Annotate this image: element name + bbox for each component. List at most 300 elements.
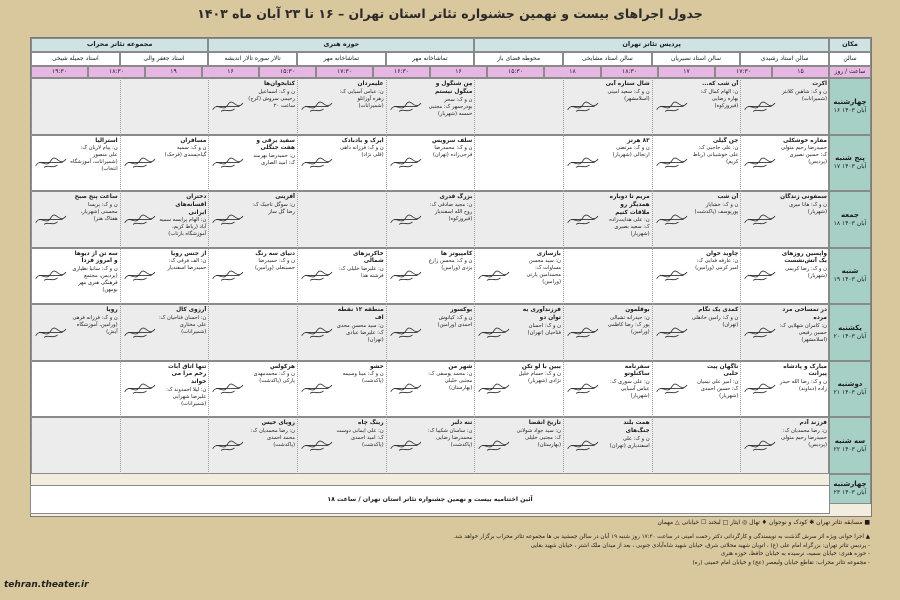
day-date: ۲۱ آبان ۱۴۰۳ <box>833 389 867 397</box>
show-credits: حمیدرضا رحیم متولی ک: حسین نصیری (پردیس) <box>781 145 827 166</box>
column-divider <box>652 248 653 305</box>
show-credits: ن: علی هدایت‌زاده ک: سعید بصیری (شهریار) <box>609 217 650 238</box>
column-divider <box>31 248 32 305</box>
time-slot: ۱۶ <box>430 66 487 78</box>
column-divider <box>297 361 298 418</box>
festival-logo-icon <box>300 433 334 458</box>
show-credits: ن: کامران شهلایی ک: حسین رفیعی (اسلامشهر) <box>779 322 827 343</box>
festival-logo-icon <box>211 376 245 401</box>
show-credits: ن: حمیدرضا بهرمند ک: امید الصاری <box>253 153 295 167</box>
show-credits: ن و ک: رضا الله حیدر زاده (دماوند) <box>780 379 827 393</box>
show-title: سفرنامه ساکنلوتو <box>624 363 650 378</box>
show-entry[interactable] <box>334 137 385 190</box>
show-entry[interactable] <box>246 250 297 303</box>
show-title: واپسین روزهای یک آتش‌نشست <box>781 250 827 265</box>
time-slot: ۱۷ <box>658 66 715 78</box>
show-credits: ن: پیام لاریان ک: علی منصور (شمیرانات، آموزشگاه انتخاب) <box>70 145 118 173</box>
show-entry[interactable] <box>423 80 474 133</box>
festival-logo-icon <box>389 207 423 232</box>
festival-logo-icon <box>123 376 157 401</box>
column-divider <box>563 248 564 305</box>
time-slot: ۱۶ <box>202 66 259 78</box>
column-divider <box>386 78 387 135</box>
festival-logo-icon <box>743 263 777 288</box>
show-credits: ن و ک: اسماعیل رحیمی سروش (کرج) ساعت ۲۰ <box>248 88 295 109</box>
show-entry[interactable] <box>600 363 651 416</box>
show-credits: ن: الف فرقی ک: حمیدرضا اسفندیار <box>167 258 207 272</box>
column-divider <box>297 417 298 474</box>
show-credits: ن و ک: فرزانه فرهی (ورامین، آموزشگاه آیش) <box>72 314 118 335</box>
column-divider <box>740 417 741 474</box>
hall-name: محوطه فضای باز <box>474 52 563 66</box>
show-title: سفید برقی و هفت جنگلی <box>256 137 295 152</box>
column-divider <box>740 304 741 361</box>
show-entry[interactable] <box>246 80 297 133</box>
show-entry[interactable] <box>778 137 829 190</box>
column-divider <box>208 361 209 418</box>
column-divider <box>474 191 475 248</box>
show-credits: ن: علی حاجبی ک: علی خوشبیانی (رباط کریم) <box>692 145 739 166</box>
group-pardis: پردیس تئاتر تهران <box>474 38 829 52</box>
festival-logo-icon <box>211 94 245 119</box>
festival-logo-icon <box>566 150 600 175</box>
show-entry[interactable] <box>246 137 297 190</box>
festival-logo-icon <box>743 433 777 458</box>
column-divider <box>297 248 298 305</box>
festival-logo-icon <box>389 94 423 119</box>
festival-logo-icon <box>655 94 689 119</box>
festival-logo-icon <box>477 376 511 401</box>
show-title: همت بلند جنگ‌های <box>623 420 650 434</box>
place-label: مکان <box>829 38 871 52</box>
column-divider <box>740 248 741 305</box>
festival-logo-icon <box>123 263 157 288</box>
show-entry[interactable] <box>778 193 829 246</box>
column-divider <box>31 417 32 474</box>
column-divider <box>474 417 475 474</box>
day-date: ۲۰ آبان ۱۴۰۳ <box>833 332 867 340</box>
day-date: ۱۹ آبان ۱۴۰۳ <box>833 276 867 284</box>
show-title: منطقه ۱۲ نقطه اف <box>337 307 384 321</box>
column-divider <box>120 248 121 305</box>
show-title: اکرت <box>812 81 827 87</box>
show-credits: ن و ک: محسن زارع یزدی (ورامین) <box>428 258 473 272</box>
festival-logo-icon <box>211 150 245 175</box>
show-title: استرالیا <box>95 137 118 144</box>
show-credits: ن: علیرضا خلیلی ک: فرشته هدا <box>339 266 384 280</box>
festival-logo-icon <box>211 433 245 458</box>
day-cell <box>829 78 871 135</box>
column-divider <box>31 135 32 192</box>
show-title: بازسازی <box>536 250 561 257</box>
show-entry[interactable] <box>778 363 829 416</box>
festival-logo-icon <box>566 94 600 119</box>
show-title: کامپیوتر ها <box>440 250 473 257</box>
festival-logo-icon <box>34 263 68 288</box>
show-title: دختران افسانه‌های ایرانی <box>175 194 207 216</box>
day-name: پنج شنبه <box>835 154 865 163</box>
show-credits: ن: امیر علی نیمیان ک: حسین احمدی (شهریار) <box>697 379 739 400</box>
show-title: ۸۲ هرتز <box>627 137 650 144</box>
show-entry[interactable] <box>600 80 651 133</box>
festival-logo-icon <box>34 320 68 345</box>
show-entry[interactable] <box>778 306 829 359</box>
hall-name: تماشاخانه مهر <box>386 52 475 66</box>
show-entry[interactable] <box>334 363 385 416</box>
column-divider <box>208 248 209 305</box>
show-entry[interactable] <box>423 419 474 472</box>
show-credits: ن: عباس آسیایی ک: زهره آوزانلو (شمیرانات) <box>339 88 384 109</box>
time-slot: ۱۷:۳۰ <box>316 66 373 78</box>
show-entry[interactable] <box>68 193 119 246</box>
show-entry[interactable] <box>512 250 563 303</box>
festival-logo-icon <box>300 94 334 119</box>
show-entry[interactable] <box>334 306 385 359</box>
show-title: جن گیلی <box>712 137 739 144</box>
show-title: تنها اتاق آبات رخم مرا می خواند <box>168 363 207 386</box>
show-entry[interactable] <box>778 80 829 133</box>
column-divider <box>208 191 209 248</box>
show-credits: ن: احسان فتاحیان ک: علی مختاری (شمیرانات) <box>158 314 207 335</box>
show-entry[interactable] <box>423 363 474 416</box>
note-mehrab-address: - مجموعه تئاتر محراب: تقاطع خیابان ولیعصر (عج) و خیابان امام خمینی (ره) <box>692 559 870 566</box>
note-pardis-address: - پردیس تئاتر تهران: بزرگراه امام علی (ع) ، اتوبان شهید محلاتی شرق، خیابان شهید شاه‌آبادی جنوبی ، بعد از میدان ملک اشتر ، خیابان شهید بقایی <box>530 542 870 549</box>
column-divider <box>474 248 475 305</box>
column-divider <box>120 361 121 418</box>
day-cell <box>829 417 871 474</box>
show-title: مریم تا دوباره همدیگر رو ملاقات کنیم <box>609 194 650 216</box>
show-credits: ن و ک: احسان فتاحیان (تهران) <box>527 322 561 336</box>
time-slot: ۱۵:۳۰ <box>487 66 544 78</box>
column-divider <box>740 135 741 192</box>
day-name: سه شنبه <box>834 436 866 445</box>
time-slot: ۱۶:۳۰ <box>373 66 430 78</box>
festival-logo-icon <box>123 207 157 232</box>
show-title: خاکریزهای شمالی <box>353 250 384 265</box>
time-label: ساعت / روز <box>829 66 871 78</box>
show-title: حشو <box>369 363 384 370</box>
show-credits: ن: ساسان شکیبا ک: محمدرضا رضایی (پاکدشت) <box>427 427 473 448</box>
festival-logo-icon <box>389 376 423 401</box>
day-date: ۱۸ آبان ۱۴۰۳ <box>833 219 867 227</box>
day-cell <box>829 248 871 305</box>
show-credits: ن و ک: سمیه گیاه‌پسندی (فرحک) <box>164 145 207 159</box>
show-entry[interactable] <box>423 193 474 246</box>
show-credits: ن: سید محسن مساوات ک: محمدامین پارتی (ورامین) <box>526 258 561 286</box>
show-title: فرزندآوری به توان دو <box>522 307 561 321</box>
show-entry[interactable] <box>246 419 297 472</box>
column-divider <box>208 417 209 474</box>
day-date: ۱۶ آبان ۱۴۰۳ <box>833 106 867 114</box>
column-divider <box>386 135 387 192</box>
festival-logo-icon <box>566 376 600 401</box>
show-credits: ن: الهام کمال ک: بهاره رضایی (فیروزکوه) <box>700 88 739 109</box>
column-divider <box>208 304 209 361</box>
show-credits: ن و ک: محمدمهدی پارکی (پاکدشت) <box>253 371 295 385</box>
time-slot: ۱۹ <box>145 66 202 78</box>
column-divider <box>386 248 387 305</box>
column-divider <box>386 417 387 474</box>
show-title: هرکولس <box>269 363 295 370</box>
day-name: چهارشنبه <box>833 97 867 106</box>
show-title: کمدی یک نگام <box>698 307 739 313</box>
column-divider <box>386 361 387 418</box>
column-divider <box>474 78 475 135</box>
show-entry[interactable] <box>689 193 740 246</box>
column-divider <box>297 78 298 135</box>
show-credits: ن و ک: کیانوش احمدی (ورامین) <box>437 314 473 328</box>
show-title: رینگ چاه <box>358 420 384 426</box>
column-divider <box>120 78 121 135</box>
show-entry[interactable] <box>68 250 119 303</box>
show-entry[interactable] <box>778 419 829 472</box>
note-howzeh-address: - حوزه هنری: خیابان سمیه، نرسیده به خیابان حافظ، حوزه هنری <box>720 551 870 558</box>
show-credits: ن و ک: علی اسفندیاری (تهران) <box>609 435 650 449</box>
column-divider <box>652 78 653 135</box>
hall-name: تماشاخانه مهر <box>297 52 386 66</box>
festival-logo-icon <box>123 150 157 175</box>
column-divider <box>120 135 121 192</box>
show-entry[interactable] <box>512 363 563 416</box>
closing-ceremony: آئین اختتامیه بیست و نهمین جشنواره تئاتر استان تهران / ساعت ۱۸ <box>30 485 830 514</box>
show-entry[interactable] <box>600 193 651 246</box>
show-entry[interactable] <box>157 250 208 303</box>
show-title: سه تن از دیوها و امروز فردا <box>74 250 118 265</box>
show-entry[interactable] <box>334 419 385 472</box>
show-title: سلف سرویس <box>432 137 473 144</box>
festival-logo-icon <box>389 433 423 458</box>
show-title: تاریخ انقضا <box>528 420 561 426</box>
show-title: مفاره خوشکلی <box>783 137 827 144</box>
festival-logo-icon <box>743 150 777 175</box>
show-credits: ن: علی سوری ک: عباس آسیایی (شهریار) <box>610 379 650 400</box>
show-credits: ن: مجید صادقی ک: روح الله اسفندیار (فیروزکوه) <box>429 201 473 222</box>
column-divider <box>297 304 298 361</box>
festival-logo-icon <box>477 320 511 345</box>
festival-logo-icon <box>389 263 423 288</box>
column-divider <box>652 135 653 192</box>
festival-logo-icon <box>655 150 689 175</box>
column-divider <box>563 361 564 418</box>
column-divider <box>31 361 32 418</box>
festival-logo-icon <box>389 150 423 175</box>
show-credits: ن و ک: سانیا نظیاری (پردیس، مجتمع فرهنگی هنری مهر بومهن) <box>72 266 118 294</box>
column-divider <box>386 191 387 248</box>
show-entry[interactable] <box>157 137 208 190</box>
show-entry[interactable] <box>778 250 829 303</box>
show-entry[interactable] <box>423 306 474 359</box>
show-title: مسافران <box>180 137 207 144</box>
festival-logo-icon <box>743 376 777 401</box>
show-entry[interactable] <box>334 80 385 133</box>
show-title: رویا <box>106 307 118 313</box>
column-divider <box>563 135 564 192</box>
show-entry[interactable] <box>600 306 651 359</box>
festival-logo-icon <box>300 376 334 401</box>
show-credits: ن و ک: پریسا محسنی (شهریار، هفتاک هنر) <box>80 201 118 222</box>
show-credits: ن: سوگل تاجیک ک: رضا گل ساز <box>252 201 295 215</box>
show-entry[interactable] <box>423 250 474 303</box>
show-entry[interactable] <box>68 137 119 190</box>
festival-logo-icon <box>743 207 777 232</box>
show-title: تنه دلبر <box>451 420 473 426</box>
day-cell <box>829 191 871 248</box>
column-divider <box>208 135 209 192</box>
hall-name: استاد جمیله شیخی <box>31 52 120 66</box>
festival-logo-icon <box>211 207 245 232</box>
hall-name: استاد جعفر والی <box>120 52 209 66</box>
show-entry[interactable] <box>334 250 385 303</box>
show-entry[interactable] <box>512 419 563 472</box>
show-credits: ن: رضا محمدیان ک: حمیدرضا رحیم متولی (پردیس) <box>781 427 827 448</box>
time-slot: ۱۹:۳۰ <box>31 66 88 78</box>
festival-logo-icon <box>389 320 423 345</box>
column-divider <box>740 191 741 248</box>
time-slot: ۱۸ <box>544 66 601 78</box>
hall-name: سالن استاد نصیریان <box>652 52 741 66</box>
column-divider <box>297 191 298 248</box>
legend: ■ مسابقه تئاتر تهران ✱ کودک و نوجوان ♦ تهال ◎ ایثار □ لبخند ☐ خیابانی △ مهمان <box>657 519 870 526</box>
show-entry[interactable] <box>157 306 208 359</box>
column-divider <box>31 78 32 135</box>
time-slot: ۱۵ <box>772 66 829 78</box>
show-title: شال ستاره آبی <box>605 81 650 87</box>
column-divider <box>652 191 653 248</box>
day-cell <box>829 361 871 418</box>
group-mehrab: مجموعه تئاتر محراب <box>31 38 208 52</box>
show-title: آن شب <box>717 194 739 200</box>
day-name: دوشنبه <box>837 380 863 389</box>
column-divider <box>120 417 121 474</box>
show-credits: ن: لیلا احمدوند ک: علیرضا شهرابی (شمیرانات) <box>166 386 207 407</box>
festival-logo-icon <box>655 263 689 288</box>
show-entry[interactable] <box>423 137 474 190</box>
show-entry[interactable] <box>689 250 740 303</box>
show-title: شهر من <box>448 363 473 370</box>
show-credits: ن و ک: محمدرضا فرجی‌زاده (تهران) <box>432 145 473 159</box>
column-divider <box>652 417 653 474</box>
festival-logo-icon <box>300 150 334 175</box>
show-credits: ن و ک: مرتضی ارتجالی (شهریار) <box>612 145 650 159</box>
schedule-table <box>30 37 872 517</box>
show-entry[interactable] <box>600 419 651 472</box>
festival-logo-icon <box>211 263 245 288</box>
show-entry[interactable] <box>246 363 297 416</box>
show-title: علیمردان <box>357 81 384 87</box>
day-name: جمعه <box>841 210 859 219</box>
show-credits: ن و ک: حمیدرضا حسینعلی (ورامین) <box>255 258 295 272</box>
show-credits: ن و ک: سحر بوذرجمهر ک: مجتبی خمسه (شهریار) <box>428 96 473 117</box>
show-credits: ن: سید جواد شولانی ک: مجتبی خلیلی (بهارستان) <box>516 427 561 448</box>
day-cell <box>829 304 871 361</box>
festival-logo-icon <box>743 320 777 345</box>
column-divider <box>31 191 32 248</box>
show-title: بوقلمون <box>625 307 650 313</box>
show-credits: ن: رضا محمدیان ک: محمد احمدی (پاکدشت) <box>250 427 295 448</box>
show-title: کتابخوان‌ها <box>263 81 295 87</box>
column-divider <box>386 304 387 361</box>
show-title: ساعت پنج صبح <box>74 194 118 200</box>
show-entry[interactable] <box>157 363 208 416</box>
hall-name: سالن استاد مشایخی <box>563 52 652 66</box>
column-divider <box>120 191 121 248</box>
show-credits: ن: علی ایمانی دوست ک: امید احمدی (پاکدشت) <box>336 427 384 448</box>
show-credits: ن و ک: رامین خانقلی (تهران) <box>691 314 739 328</box>
time-slot: ۱۸:۳۰ <box>88 66 145 78</box>
show-credits: ن و ک: مینا وسیمه (پاکدشت) <box>342 371 384 385</box>
show-title: در تمساحی مرد مرده <box>782 307 827 321</box>
show-credits: ن و ک: شاهین کلانتر (شمیرانات) <box>782 88 827 102</box>
show-title: آن شب که... <box>702 81 739 87</box>
page-title: جدول اجراهای بیست و نهمین جشنواره تئاتر استان تهران – ۱۶ تا ۲۳ آبان ماه ۱۴۰۳ <box>197 6 703 21</box>
show-title: آفرینی <box>275 194 295 200</box>
column-divider <box>120 304 121 361</box>
hall-label: سالن <box>829 52 871 66</box>
column-divider <box>652 361 653 418</box>
day-cell <box>829 474 871 504</box>
hall-name: تالار سوره تالار اندیشه <box>208 52 297 66</box>
festival-logo-icon <box>300 320 334 345</box>
show-entry[interactable] <box>68 306 119 359</box>
show-entry[interactable] <box>246 193 297 246</box>
show-entry[interactable] <box>157 193 208 246</box>
show-title: فرزند آدم <box>799 420 827 426</box>
show-entry[interactable] <box>689 137 740 190</box>
column-divider <box>208 78 209 135</box>
time-slot: ۱۸:۳۰ <box>601 66 658 78</box>
show-credits: ن و ک: خشایار پوریوسف (پاکدشت) <box>694 201 739 215</box>
festival-logo-icon <box>477 263 511 288</box>
show-credits: ن: حیدرانه تشیالی پور ک: رضا کاظمی (ورامین) <box>607 314 650 335</box>
column-divider <box>297 135 298 192</box>
show-entry[interactable] <box>689 80 740 133</box>
column-divider <box>652 304 653 361</box>
show-credits: ن و ک: رضا کریمی (شهریار) <box>785 266 827 280</box>
column-divider <box>563 417 564 474</box>
site-url[interactable]: tehran.theater.ir <box>4 580 89 590</box>
column-divider <box>563 78 564 135</box>
show-entry[interactable] <box>600 137 651 190</box>
show-credits: ن و ک: حسام خلیل نژادی (شهریار) <box>518 371 561 385</box>
show-credits: ن: محمد یوسفی ک: مجتبی خلیلی (بهارستان) <box>428 371 473 392</box>
show-entry[interactable] <box>689 363 740 416</box>
festival-logo-icon <box>566 433 600 458</box>
show-title: ناگهان پیت حلبی <box>706 363 739 378</box>
show-title: مبارک و پادشاه پیرانت <box>783 363 827 378</box>
festival-logo-icon <box>123 320 157 345</box>
column-divider <box>474 361 475 418</box>
show-title: مِن شنگول و منگول نیستم <box>434 81 473 95</box>
note-reading: ▲ اجرا خوانی ویژه اثر سرش گذشت به نویسندگی و کارگردانی دکتر رحمت امینی در ساعت ۱۷:۳۰ روز شنبه ۱۹ آبان در سالن جمشید بی ها مجموعه تئاتر محراب برگزار خواهد شد. <box>453 534 870 540</box>
day-date: ۱۷ آبان ۱۴۰۳ <box>833 163 867 171</box>
festival-logo-icon <box>655 376 689 401</box>
show-title: رویای خیس <box>261 420 295 426</box>
day-date: ۲۲ آبان ۱۴۰۳ <box>833 445 867 453</box>
column-divider <box>563 191 564 248</box>
show-entry[interactable] <box>512 306 563 359</box>
show-title: ایرک و بادبادک <box>341 137 384 144</box>
day-cell <box>829 135 871 192</box>
festival-logo-icon <box>300 263 334 288</box>
time-slot: ۱۷:۳۰ <box>715 66 772 78</box>
show-title: سمفونی زندگان <box>780 194 827 200</box>
show-credits: ن: عارفه فدایی ک: امیر کرمی (ورامین) <box>695 258 739 272</box>
time-slot: ۱۵:۳۰ <box>259 66 316 78</box>
show-title: ببین با لو تکن <box>521 363 561 370</box>
show-title: بزرگ قدری <box>439 194 473 200</box>
show-entry[interactable] <box>689 306 740 359</box>
show-title: از جنس رویا <box>170 250 207 257</box>
